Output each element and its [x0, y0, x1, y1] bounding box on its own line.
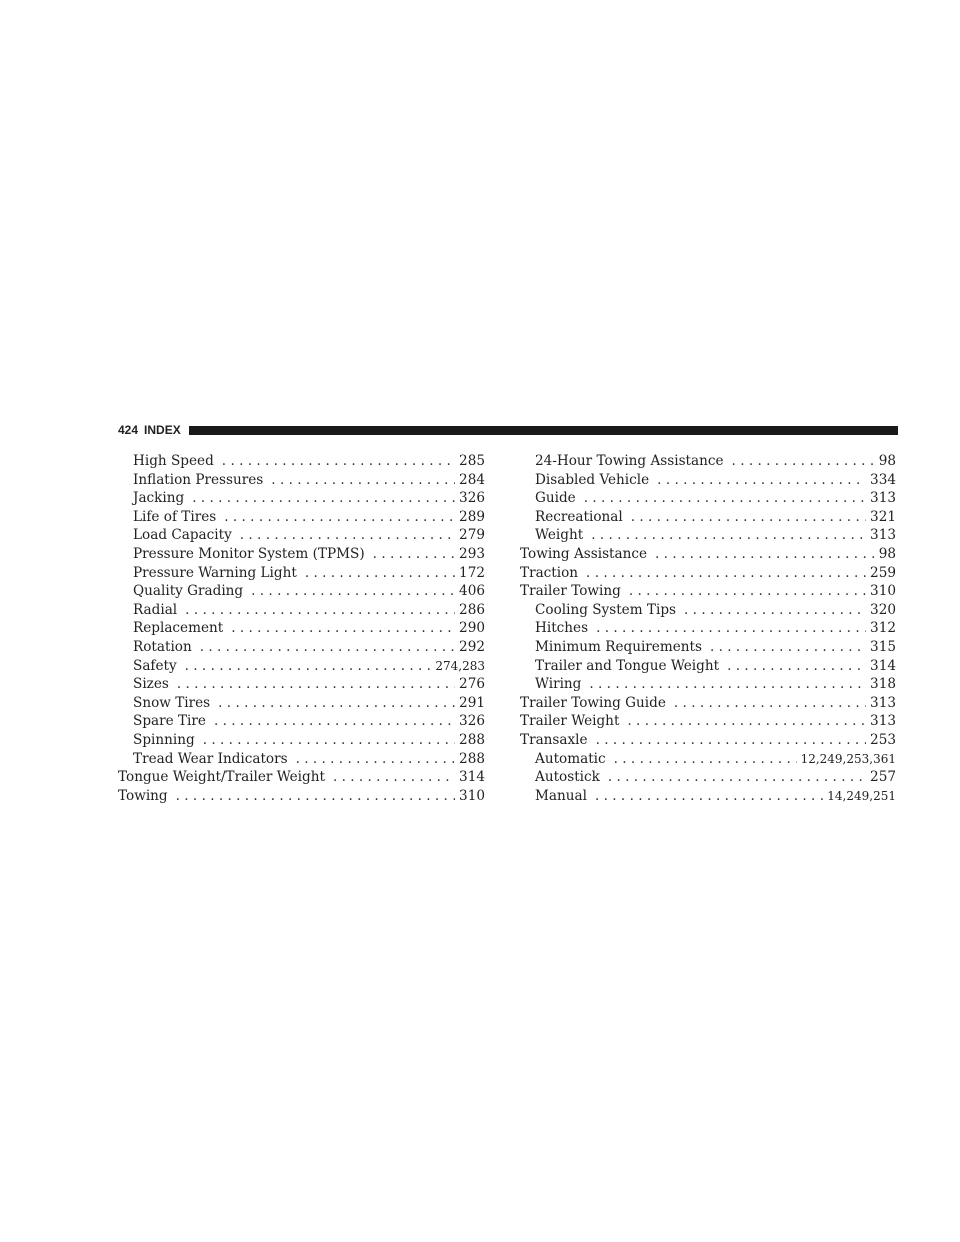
dot-leader	[608, 768, 866, 787]
index-subentry	[520, 619, 896, 638]
index-subentry	[118, 564, 485, 583]
dot-leader	[710, 638, 866, 657]
entry-label: Quality Grading	[133, 583, 244, 600]
entry-page-number: 286	[459, 601, 485, 618]
entry-page-number: 285	[459, 453, 485, 469]
entry-label: High Speed	[133, 453, 214, 469]
entry-page-number: 98	[878, 453, 896, 469]
entry-label: Recreational	[535, 508, 623, 525]
index-subentry	[520, 471, 896, 490]
dot-leader	[218, 694, 455, 713]
dot-leader	[727, 657, 866, 676]
dot-leader	[584, 489, 866, 508]
index-subentry	[520, 452, 896, 471]
entry-page-number: 284	[459, 471, 485, 488]
index-subentry	[118, 657, 485, 676]
index-subentry	[118, 694, 485, 713]
entry-label: Rotation	[133, 638, 192, 655]
entry-page-number: 315	[870, 638, 896, 655]
index-subentry	[520, 657, 896, 676]
entry-label: Sizes	[133, 676, 169, 693]
entry-page-number: 172	[459, 564, 485, 581]
index-subentry	[118, 638, 485, 657]
entry-label: Manual	[535, 787, 587, 804]
entry-page-number: 14,249,251	[827, 788, 896, 803]
entry-label: Pressure Warning Light	[133, 564, 297, 581]
dot-leader	[185, 657, 432, 676]
entry-page-number: 279	[459, 527, 485, 544]
index-entry	[520, 545, 896, 564]
index-subentry	[520, 787, 896, 806]
page-number: 424	[118, 423, 139, 437]
entry-page-number: 98	[878, 545, 896, 562]
entry-page-number: 310	[870, 583, 896, 600]
index-subentry	[118, 582, 485, 601]
dot-leader	[596, 619, 866, 638]
index-entry	[118, 768, 485, 787]
entry-page-number: 291	[459, 694, 485, 711]
entry-label: Replacement	[133, 620, 224, 637]
entry-page-number: 289	[459, 508, 485, 525]
index-column-right	[520, 452, 896, 805]
index-subentry	[118, 675, 485, 694]
entry-page-number: 276	[459, 676, 485, 693]
entry-label: Disabled Vehicle	[535, 471, 650, 488]
entry-label: Traction	[520, 564, 579, 581]
entry-page-number: 326	[459, 713, 485, 730]
index-subentry	[118, 545, 485, 564]
dot-leader	[674, 694, 866, 713]
entry-label: Trailer Towing	[520, 583, 621, 600]
index-subentry	[118, 452, 485, 471]
entry-label: Snow Tires	[133, 694, 211, 711]
entry-label: Life of Tires	[133, 508, 217, 525]
entry-page-number: 12,249,253,361	[800, 751, 896, 766]
index-column-left	[118, 452, 485, 805]
entry-label: Towing Assistance	[520, 545, 648, 562]
index-subentry	[118, 471, 485, 490]
dot-leader	[614, 750, 797, 769]
index-subentry	[118, 601, 485, 620]
entry-page-number: 314	[870, 657, 896, 674]
index-entry	[520, 731, 896, 750]
entry-page-number: 318	[870, 676, 896, 693]
dot-leader	[185, 601, 455, 620]
dot-leader	[176, 787, 455, 806]
index-entry	[520, 582, 896, 601]
dot-leader	[203, 731, 455, 750]
dot-leader	[732, 452, 875, 471]
dot-leader	[586, 564, 866, 583]
section-title: INDEX	[144, 423, 181, 437]
index-subentry	[520, 601, 896, 620]
entry-label: Guide	[535, 490, 576, 507]
entry-label: Spinning	[133, 731, 195, 748]
dot-leader	[629, 582, 866, 601]
entry-label: Inflation Pressures	[133, 471, 264, 488]
index-subentry	[118, 619, 485, 638]
entry-label: Minimum Requirements	[535, 638, 702, 655]
entry-label: Jacking	[133, 490, 185, 507]
index-entry	[118, 787, 485, 806]
dot-leader	[333, 768, 455, 787]
entry-label: Pressure Monitor System (TPMS)	[133, 545, 365, 562]
entry-label: Transaxle	[520, 731, 588, 748]
entry-page-number: 257	[870, 769, 896, 786]
entry-page-number: 288	[459, 750, 485, 767]
entry-label: Spare Tire	[133, 713, 206, 730]
index-subentry	[520, 768, 896, 787]
dot-leader	[231, 619, 455, 638]
entry-page-number: 292	[459, 638, 485, 655]
entry-label: Autostick	[535, 769, 600, 786]
index-subentry	[520, 675, 896, 694]
entry-page-number: 313	[870, 713, 896, 730]
entry-page-number: 321	[870, 508, 896, 525]
entry-label: Radial	[133, 601, 178, 618]
entry-page-number: 293	[459, 545, 485, 562]
index-subentry	[118, 750, 485, 769]
entry-page-number: 259	[870, 564, 896, 581]
index-subentry	[520, 638, 896, 657]
index-subentry	[118, 731, 485, 750]
dot-leader	[631, 508, 866, 527]
header-rule	[189, 426, 898, 435]
index-subentry	[520, 508, 896, 527]
entry-label: Wiring	[535, 676, 582, 693]
dot-leader	[222, 452, 455, 471]
dot-leader	[177, 675, 455, 694]
index-entry	[520, 712, 896, 731]
index-subentry	[118, 712, 485, 731]
dot-leader	[296, 750, 455, 769]
dot-leader	[224, 508, 455, 527]
dot-leader	[200, 638, 455, 657]
index-entry	[520, 694, 896, 713]
dot-leader	[655, 545, 875, 564]
entry-page-number: 313	[870, 490, 896, 507]
entry-page-number: 320	[870, 601, 896, 618]
entry-page-number: 313	[870, 694, 896, 711]
entry-label: 24-Hour Towing Assistance	[535, 453, 724, 469]
dot-leader	[627, 712, 866, 731]
dot-leader	[251, 582, 455, 601]
entry-page-number: 334	[870, 471, 896, 488]
entry-label: Safety	[133, 657, 177, 674]
entry-page-number: 326	[459, 490, 485, 507]
entry-label: Trailer Towing Guide	[520, 694, 666, 711]
entry-label: Trailer and Tongue Weight	[535, 657, 720, 674]
dot-leader	[214, 712, 455, 731]
entry-label: Hitches	[535, 620, 589, 637]
entry-page-number: 253	[870, 731, 896, 748]
entry-label: Tongue Weight/Trailer Weight	[118, 769, 325, 786]
entry-label: Cooling System Tips	[535, 601, 677, 618]
dot-leader	[591, 526, 866, 545]
entry-label: Load Capacity	[133, 527, 232, 544]
entry-page-number: 310	[459, 787, 485, 804]
entry-page-number: 314	[459, 769, 485, 786]
entry-page-number: 288	[459, 731, 485, 748]
dot-leader	[596, 731, 866, 750]
index-subentry	[520, 526, 896, 545]
index-subentry	[118, 526, 485, 545]
entry-label: Automatic	[535, 750, 606, 767]
dot-leader	[305, 564, 455, 583]
entry-page-number: 312	[870, 620, 896, 637]
entry-page-number: 274,283	[435, 658, 485, 673]
entry-label: Towing	[118, 787, 168, 804]
entry-label: Tread Wear Indicators	[133, 750, 288, 767]
entry-page-number: 406	[459, 583, 485, 600]
dot-leader	[373, 545, 455, 564]
dot-leader	[684, 601, 866, 620]
dot-leader	[192, 489, 455, 508]
dot-leader	[657, 471, 866, 490]
dot-leader	[589, 675, 866, 694]
index-subentry	[118, 489, 485, 508]
index-subentry	[520, 750, 896, 769]
dot-leader	[240, 526, 455, 545]
dot-leader	[595, 787, 823, 806]
page-header	[118, 422, 898, 438]
entry-label: Trailer Weight	[520, 713, 620, 730]
index-entry	[520, 564, 896, 583]
dot-leader	[271, 471, 455, 490]
entry-page-number: 313	[870, 527, 896, 544]
index-subentry	[118, 508, 485, 527]
entry-label: Weight	[535, 527, 584, 544]
entry-page-number: 290	[459, 620, 485, 637]
index-subentry	[520, 489, 896, 508]
